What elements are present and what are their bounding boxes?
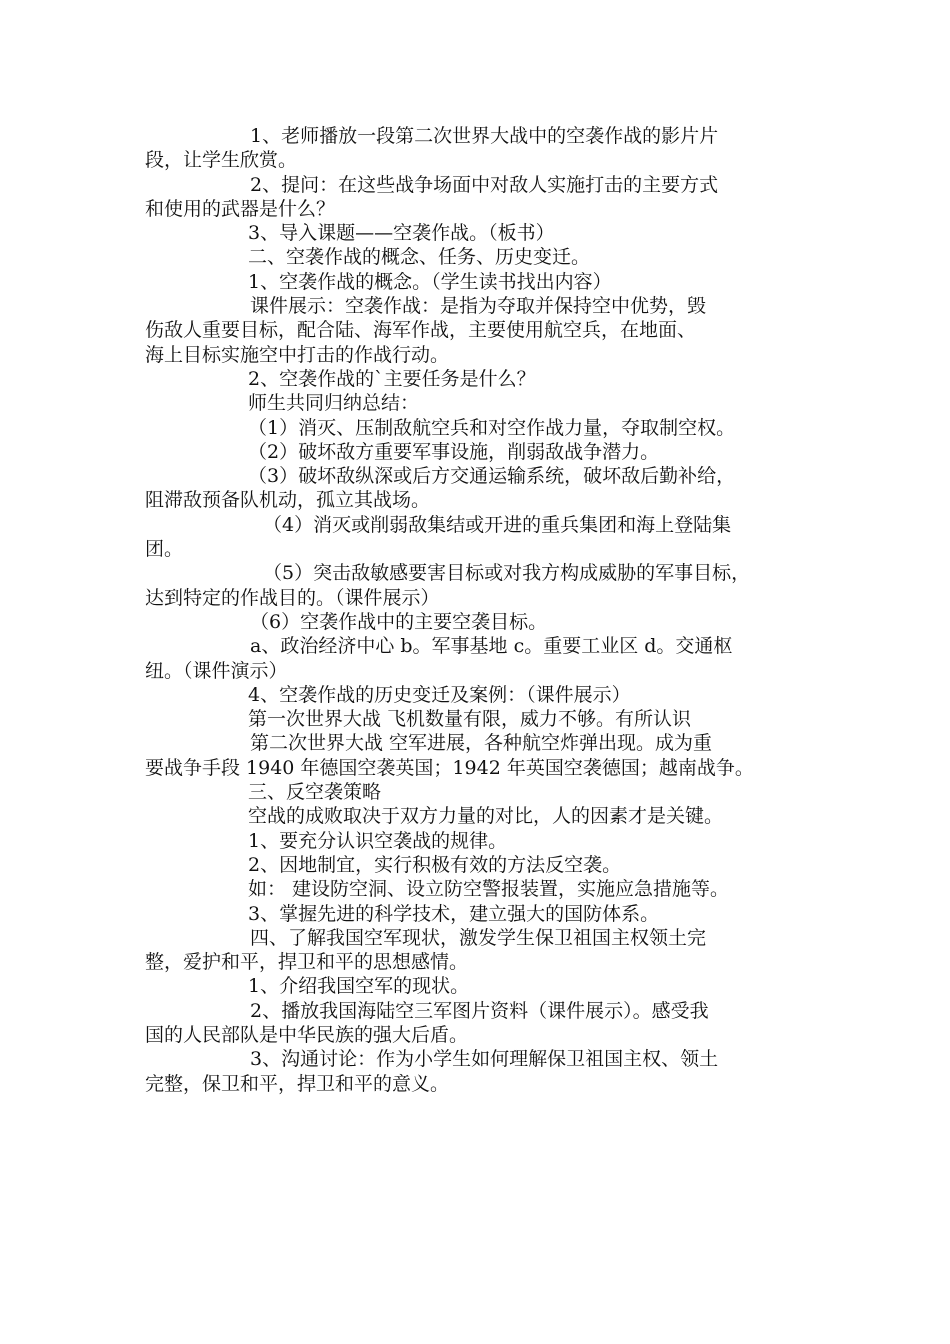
paragraph-line: 1、老师播放一段第二次世界大战中的空袭作战的影片片 [250,125,719,147]
paragraph-line: 如： 建设防空洞、设立防空警报装置，实施应急措施等。 [248,878,730,901]
paragraph-line: 要战争手段 1940 年德国空袭英国；1942 年英国空袭德国；越南战争。 [145,756,754,779]
section-heading: 四、了解我国空军现状，激发学生保卫祖国主权领土完 [250,926,707,949]
paragraph-line: 空战的成败取决于双方力量的对比，人的因素才是关键。 [248,805,724,828]
paragraph-line: 4、空袭作战的历史变迁及案例：（课件展示） [248,683,631,706]
paragraph-line: 2、提问：在这些战争场面中对敌人实施打击的主要方式 [250,173,719,196]
list-item: （1）消灭、压制敌航空兵和对空作战力量，夺取制空权。 [248,416,736,439]
list-item: （2）破坏敌方重要军事设施，削弱敌战争潜力。 [248,440,660,463]
paragraph-line: 第二次世界大战 空军进展，各种航空炸弹出现。成为重 [250,732,713,755]
paragraph-line: 1、空袭作战的概念。（学生读书找出内容） [248,270,612,293]
list-item: （4）消灭或削弱敌集结或开进的重兵集团和海上登陆集 [263,513,732,536]
paragraph-line: 1、介绍我国空军的现状。 [248,975,470,998]
section-heading: 二、空袭作战的概念、任务、历史变迁。 [248,246,591,269]
paragraph-line: 国的人民部队是中华民族的强大后盾。 [145,1023,469,1046]
paragraph-line: 完整，保卫和平，捍卫和平的意义。 [145,1072,450,1095]
paragraph-line: 第一次世界大战 飞机数量有限，威力不够。有所认识 [248,708,692,731]
paragraph-line: 1、要充分认识空袭战的规律。 [248,829,508,852]
paragraph-line: 2、空袭作战的`主要任务是什么？ [248,367,536,390]
paragraph-line: 伤敌人重要目标，配合陆、海军作战，主要使用航空兵，在地面、 [145,319,697,342]
paragraph-line: 3、导入课题——空袭作战。（板书） [248,222,555,245]
paragraph-line: 师生共同归纳总结： [248,392,420,415]
paragraph-line: 段，让学生欣赏。 [145,149,298,172]
list-item: （3）破坏敌纵深或后方交通运输系统，破坏敌后勤补给， [248,465,736,488]
paragraph-line: 2、因地制宜，实行积极有效的方法反空袭。 [248,853,622,876]
paragraph-line: 纽。（课件演示） [145,659,288,682]
paragraph-line: 整，爱护和平，捍卫和平的思想感情。 [145,951,469,974]
paragraph-line: 3、沟通讨论：作为小学生如何理解保卫祖国主权、领土 [250,1048,719,1071]
paragraph-line: 2、播放我国海陆空三军图片资料（课件展示）。感受我 [250,999,709,1022]
paragraph-line: a、政治经济中心 b。军事基地 c。重要工业区 d。交通枢 [250,635,733,658]
paragraph-line: 课件展示：空袭作战：是指为夺取并保持空中优势，毁 [250,295,707,318]
paragraph-line: 阻滞敌预备队机动，孤立其战场。 [145,489,431,512]
paragraph-line: 团。 [145,538,184,561]
section-heading: 三、反空袭策略 [248,781,382,804]
paragraph-line: 3、掌握先进的科学技术，建立强大的国防体系。 [248,902,660,925]
paragraph-line: 达到特定的作战目的。（课件展示） [145,586,440,609]
paragraph-line: 海上目标实施空中打击的作战行动。 [145,343,450,366]
paragraph-line: 和使用的武器是什么？ [145,197,336,220]
list-item: （6）空袭作战中的主要空袭目标。 [250,610,548,633]
document-body [145,124,835,1096]
list-item: （5）突击敌敏感要害目标或对我方构成威胁的军事目标， [263,562,751,585]
